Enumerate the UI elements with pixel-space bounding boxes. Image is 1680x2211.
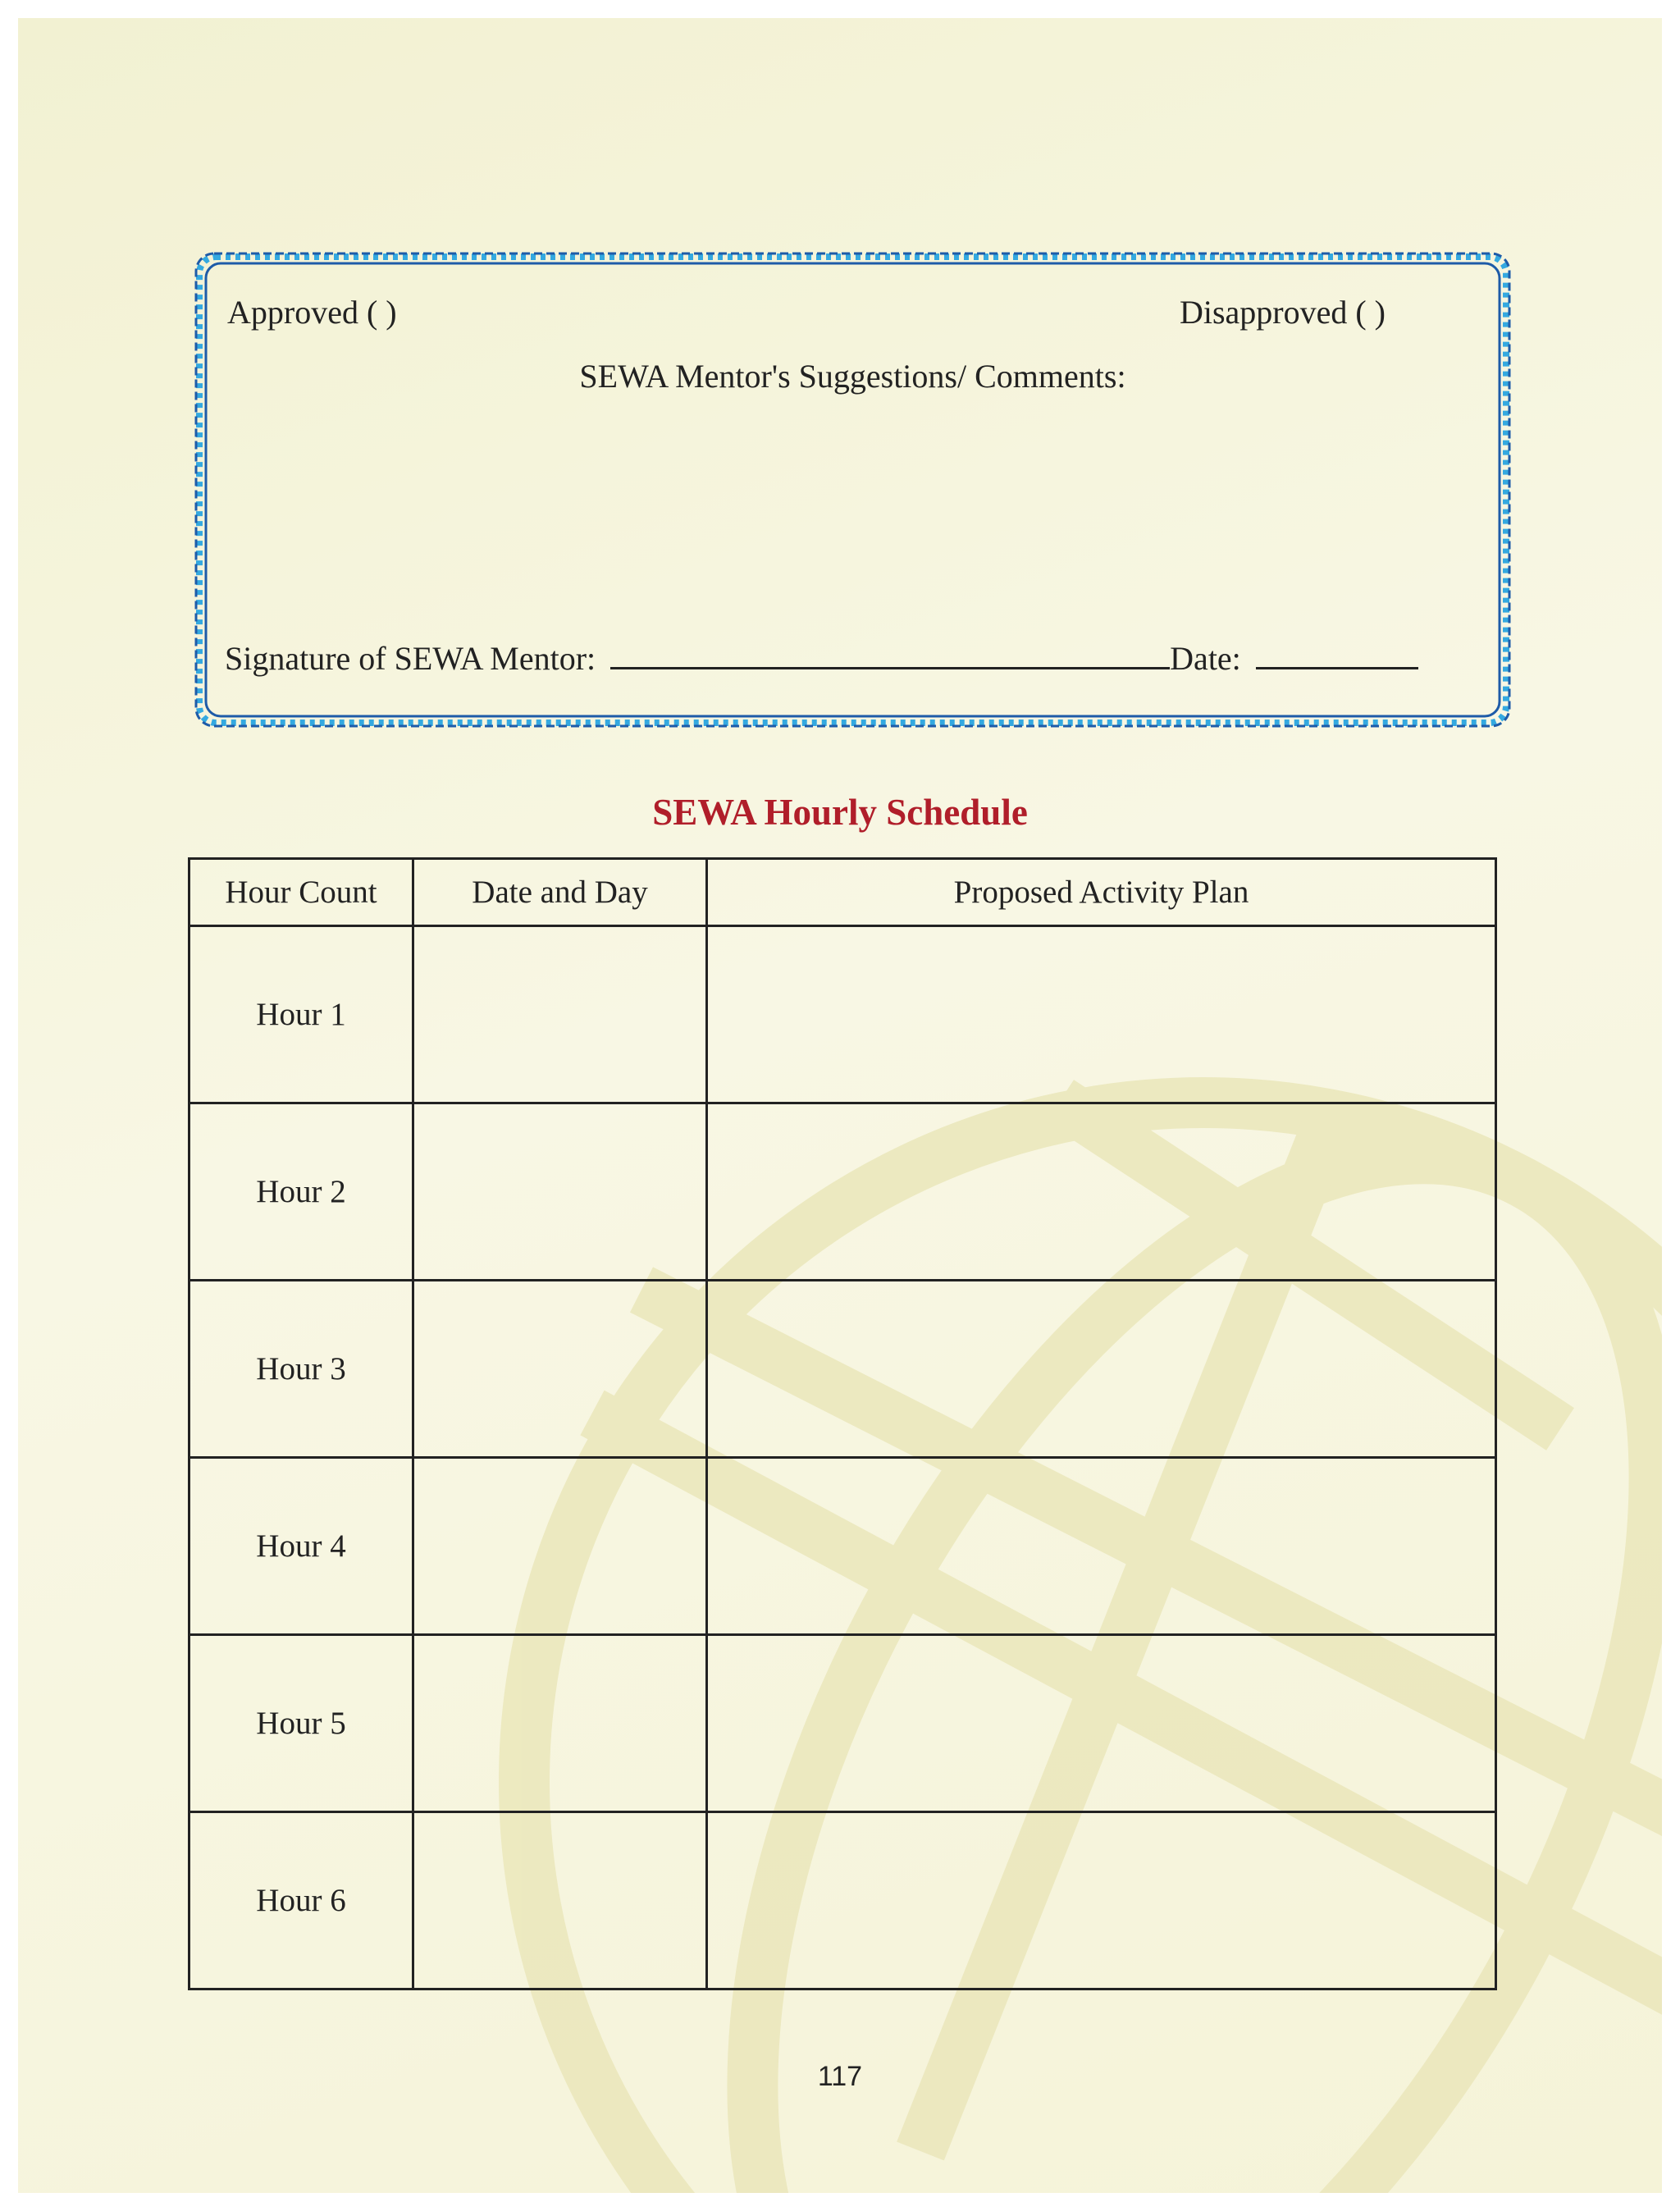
approved-checkbox[interactable]: Approved ( ): [227, 294, 397, 331]
signature-row: [225, 639, 1418, 678]
date-line[interactable]: [1256, 662, 1418, 669]
table-header-row: [189, 859, 1496, 926]
hour-cell: Hour 6: [189, 1812, 413, 1989]
hour-cell: Hour 2: [189, 1103, 413, 1281]
table-row: [189, 1635, 1496, 1812]
mentor-approval-box: [194, 252, 1511, 728]
plan-cell[interactable]: [707, 1635, 1496, 1812]
header-hour-count: Hour Count: [189, 859, 413, 926]
date-cell[interactable]: [413, 1812, 707, 1989]
page-number: 117: [817, 2061, 863, 2092]
hourly-schedule-table: [188, 857, 1497, 1990]
workbook-page: [18, 18, 1662, 2193]
plan-cell[interactable]: [707, 926, 1496, 1103]
date-cell[interactable]: [413, 1458, 707, 1635]
date-label: Date:: [1170, 640, 1241, 677]
date-cell[interactable]: [413, 1281, 707, 1458]
hour-cell: Hour 5: [189, 1635, 413, 1812]
schedule-title: SEWA Hourly Schedule: [652, 792, 1028, 833]
table-row: [189, 926, 1496, 1103]
date-cell[interactable]: [413, 926, 707, 1103]
date-cell[interactable]: [413, 1635, 707, 1812]
table-row: [189, 1458, 1496, 1635]
hour-cell: Hour 1: [189, 926, 413, 1103]
disapproved-checkbox[interactable]: Disapproved ( ): [1179, 294, 1386, 331]
plan-cell[interactable]: [707, 1458, 1496, 1635]
table-row: [189, 1281, 1496, 1458]
table-row: [189, 1812, 1496, 1989]
plan-cell[interactable]: [707, 1281, 1496, 1458]
plan-cell[interactable]: [707, 1103, 1496, 1281]
plan-cell[interactable]: [707, 1812, 1496, 1989]
hour-cell: Hour 3: [189, 1281, 413, 1458]
hour-cell: Hour 4: [189, 1458, 413, 1635]
date-cell[interactable]: [413, 1103, 707, 1281]
header-date-and-day: Date and Day: [413, 859, 707, 926]
signature-line[interactable]: [610, 662, 1170, 669]
signature-label: Signature of SEWA Mentor:: [225, 640, 596, 677]
mentor-comments-label: SEWA Mentor's Suggestions/ Comments:: [579, 358, 1126, 395]
header-proposed-activity-plan: Proposed Activity Plan: [707, 859, 1496, 926]
table-row: [189, 1103, 1496, 1281]
